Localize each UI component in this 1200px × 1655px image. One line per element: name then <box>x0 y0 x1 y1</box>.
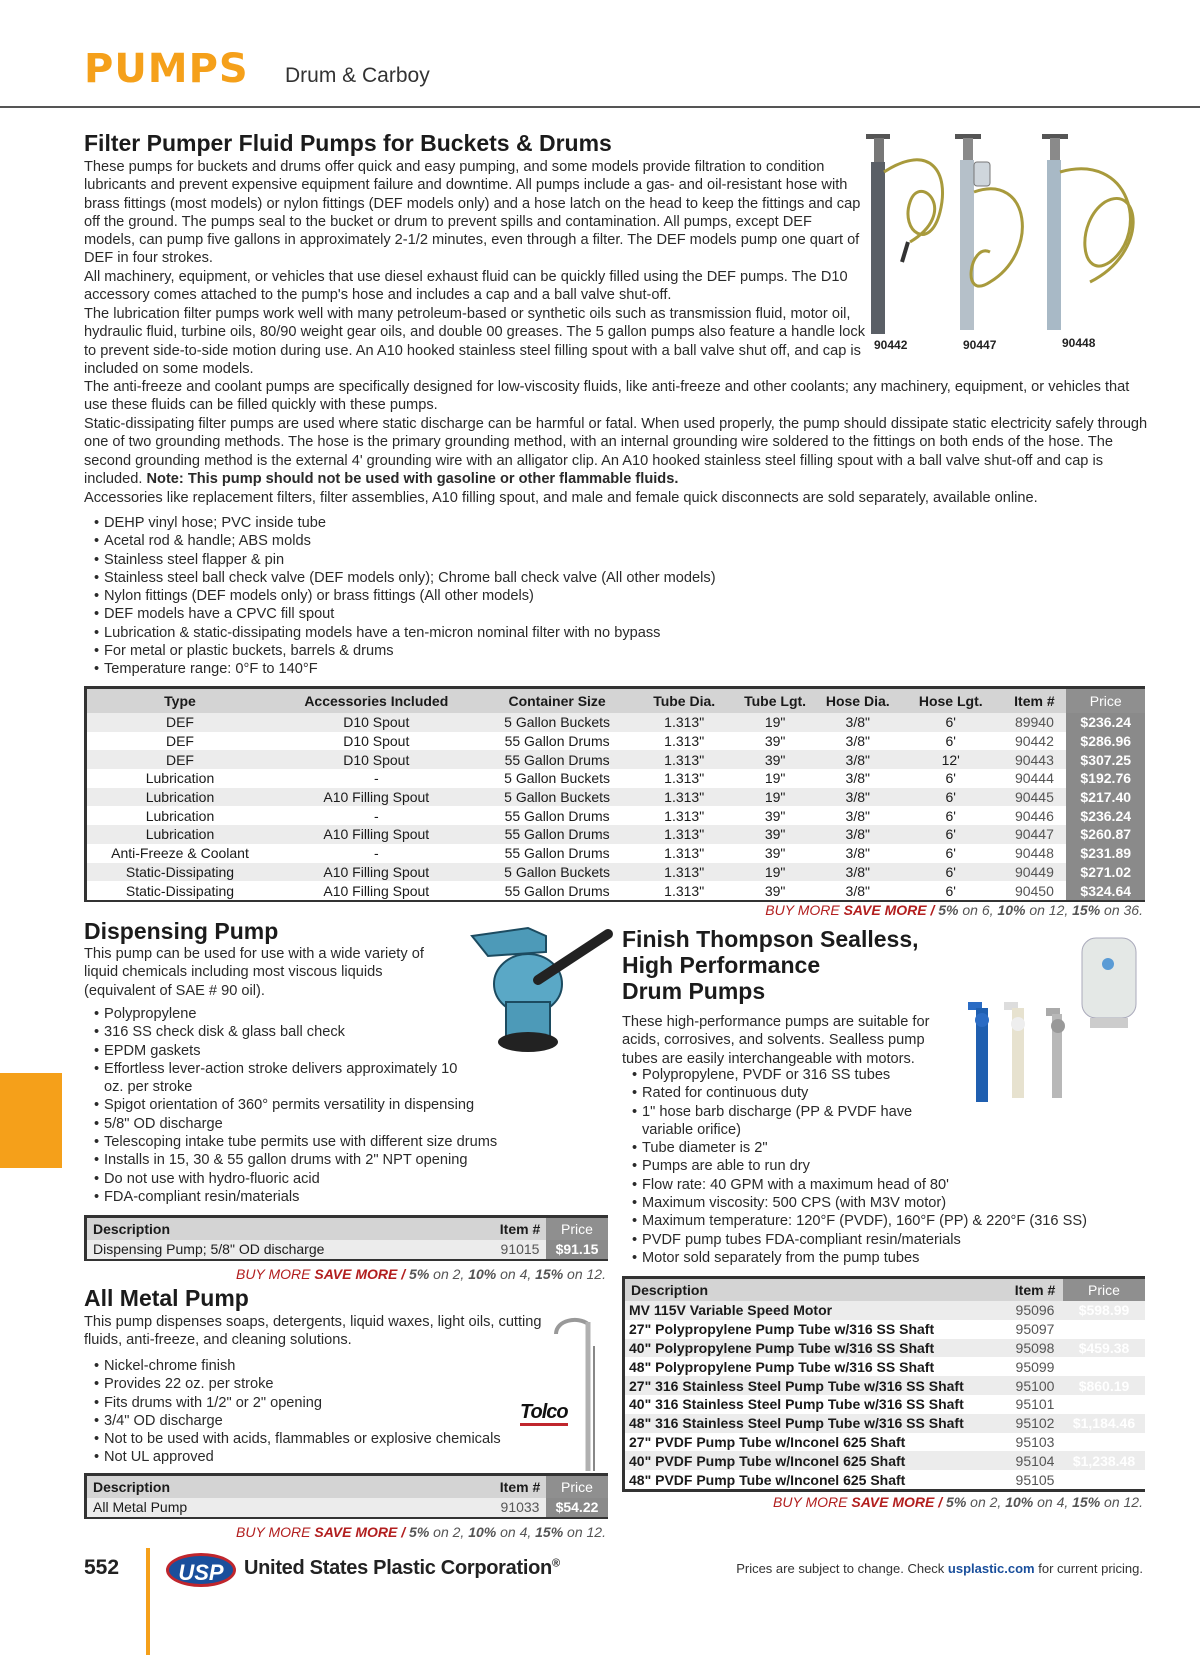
cell-type: DEF <box>87 750 273 769</box>
filter-section-title: Filter Pumper Fluid Pumps for Buckets & Drums <box>84 130 612 156</box>
cell-type: Lubrication <box>87 825 273 844</box>
cell-accessories: D10 Spout <box>273 750 480 769</box>
allmetal-buymore: BUY MORE SAVE MORE / 5% on 2, 10% on 4, 15% on 12. <box>236 1524 606 1540</box>
cell-tube-dia: 1.313" <box>635 844 734 863</box>
cell-item: 90447 <box>1002 825 1066 844</box>
cell-hose-dia: 3/8" <box>816 844 899 863</box>
table-row <box>625 1301 1145 1320</box>
cell-hose-lgt: 6' <box>899 713 1002 732</box>
static-text: Static-dissipating filter pumps are used where static discharge can be harmful or fatal. When used properly, the pump should dissipate static electricity safely through one of two grounding methods. The hose is the primary grounding method, with an internal grounding wire soldered to the fittings on both ends of the hose. The second grounding method is the external 4' grounding wire with an alligator clip. An A10 hooked stainless steel filling spout with a ball valve shut-off and cap is included. <box>84 416 1148 487</box>
list-item: • Maximum viscosity: 500 CPS (with M3V motor) <box>628 1194 1168 1212</box>
filter-feature-list <box>90 514 890 679</box>
cell-hose-dia: 3/8" <box>816 825 899 844</box>
cell-price: $860.19 <box>1063 1376 1145 1395</box>
image-label-90442: 90442 <box>874 338 908 352</box>
list-item: • Nickel-chrome finish <box>90 1357 610 1375</box>
table-row <box>87 750 1145 769</box>
cell-hose-lgt: 12' <box>899 750 1002 769</box>
list-item: • Lubrication & static-dissipating models have a ten-micron nominal filter with no bypass <box>90 624 890 642</box>
table-row <box>87 844 1145 863</box>
col-hose-dia: Hose Dia. <box>816 689 899 713</box>
dispensing-feature-list <box>90 1005 610 1206</box>
row-price: $54.22 <box>546 1498 608 1517</box>
filter-pumps-image <box>860 132 1160 352</box>
list-item: • Rated for continuous duty <box>628 1084 1168 1102</box>
cell-desc: 40" Polypropylene Pump Tube w/316 SS Shaft <box>625 1339 1007 1358</box>
cell-item: 95104 <box>1007 1451 1063 1470</box>
cell-price: $496.89 <box>1063 1357 1145 1376</box>
cell-container: 5 Gallon Buckets <box>480 863 635 882</box>
cell-desc: 40" 316 Stainless Steel Pump Tube w/316 SS Shaft <box>625 1395 1007 1414</box>
list-item: • Pumps are able to run dry <box>628 1157 1168 1175</box>
cell-tube-dia: 1.313" <box>635 788 734 807</box>
list-item: • Effortless lever-action stroke delivers approximately 10 oz. per stroke <box>90 1060 470 1097</box>
col-price: Price <box>546 1218 608 1240</box>
filter-buymore: BUY MORE SAVE MORE / 5% on 6, 10% on 12, 15% on 36. <box>765 902 1143 918</box>
allmetal-title: All Metal Pump <box>84 1285 249 1311</box>
filter-static-para <box>84 415 1154 488</box>
table-row <box>625 1320 1145 1339</box>
cell-item: 90445 <box>1002 788 1066 807</box>
cell-accessories: A10 Filling Spout <box>273 788 480 807</box>
table-row <box>87 881 1145 900</box>
col-price: Price <box>1066 689 1145 713</box>
cell-price: $1,184.46 <box>1063 1414 1145 1433</box>
image-label-90448: 90448 <box>1062 336 1096 350</box>
cell-item: 95097 <box>1007 1320 1063 1339</box>
list-item: • Temperature range: 0°F to 140°F <box>90 660 890 678</box>
list-item: • FDA-compliant resin/materials <box>90 1188 610 1206</box>
cell-hose-dia: 3/8" <box>816 806 899 825</box>
cell-accessories: D10 Spout <box>273 732 480 751</box>
cell-container: 55 Gallon Drums <box>480 881 635 900</box>
cell-price: $236.24 <box>1066 713 1145 732</box>
category-title: PUMPS <box>84 46 249 92</box>
cell-price: $324.64 <box>1066 881 1145 900</box>
table-row <box>625 1395 1145 1414</box>
list-item: • Stainless steel ball check valve (DEF models only); Chrome ball check valve (All other models) <box>90 569 890 587</box>
cell-container: 5 Gallon Buckets <box>480 713 635 732</box>
table-row <box>87 713 1145 732</box>
cell-desc: 48" PVDF Pump Tube w/Inconel 625 Shaft <box>625 1470 1007 1489</box>
cell-item: 95101 <box>1007 1395 1063 1414</box>
cell-tube-lgt: 39" <box>734 750 817 769</box>
cell-hose-lgt: 6' <box>899 788 1002 807</box>
filter-def-para: All machinery, equipment, or vehicles that use diesel exhaust fluid can be quickly filled using the DEF pumps. The D10 accessory comes attached to the pump's hose and includes a cap and a ball valve shut-off. <box>84 269 848 304</box>
row-desc: All Metal Pump <box>87 1498 494 1517</box>
cell-price: $1,384.10 <box>1063 1470 1145 1489</box>
cell-price: $271.02 <box>1066 863 1145 882</box>
cell-container: 55 Gallon Drums <box>480 844 635 863</box>
cell-item: 95099 <box>1007 1357 1063 1376</box>
table-header-row <box>87 1218 608 1240</box>
finish-title <box>622 926 919 1004</box>
cell-tube-dia: 1.313" <box>635 750 734 769</box>
allmetal-feature-list <box>90 1357 610 1467</box>
list-item: • 5/8" OD discharge <box>90 1115 610 1133</box>
cell-container: 5 Gallon Buckets <box>480 788 635 807</box>
table-row <box>87 1498 608 1517</box>
image-label-90447: 90447 <box>963 338 997 352</box>
finish-desc: These high-performance pumps are suitable for acids, corrosives, and solvents. Sealless pump tubes are easily interchangeable with motors. <box>622 1014 930 1067</box>
cell-item: 89940 <box>1002 713 1066 732</box>
col-item: Item # <box>494 1476 546 1498</box>
cell-tube-lgt: 39" <box>734 732 817 751</box>
table-row <box>625 1414 1145 1433</box>
cell-hose-lgt: 6' <box>899 844 1002 863</box>
cell-type: DEF <box>87 732 273 751</box>
cell-item: 95100 <box>1007 1376 1063 1395</box>
list-item: • 1" hose barb discharge (PP & PVDF have variable orifice) <box>628 1103 948 1140</box>
finish-title-line-3: Drum Pumps <box>622 978 766 1004</box>
cell-tube-lgt: 39" <box>734 806 817 825</box>
static-note: Note: This pump should not be used with gasoline or other flammable fluids. <box>146 470 679 487</box>
cell-item: 90444 <box>1002 769 1066 788</box>
cell-desc: 48" 316 Stainless Steel Pump Tube w/316 SS Shaft <box>625 1414 1007 1433</box>
table-row <box>625 1376 1145 1395</box>
row-desc: Dispensing Pump; 5/8" OD discharge <box>87 1240 494 1259</box>
allmetal-desc: This pump dispenses soaps, detergents, liquid waxes, light oils, cutting fluids, anti-freeze, and cleaning solutions. <box>84 1314 542 1349</box>
list-item: • DEHP vinyl hose; PVC inside tube <box>90 514 890 532</box>
cell-item: 95102 <box>1007 1414 1063 1433</box>
col-description: Description <box>87 1476 494 1498</box>
finish-table <box>625 1279 1145 1489</box>
list-item: • DEF models have a CPVC fill spout <box>90 605 890 623</box>
cell-tube-lgt: 19" <box>734 863 817 882</box>
col-description: Description <box>87 1218 494 1240</box>
cell-desc: 48" Polypropylene Pump Tube w/316 SS Shaft <box>625 1357 1007 1376</box>
table-row <box>625 1357 1145 1376</box>
cell-tube-dia: 1.313" <box>635 769 734 788</box>
cell-hose-dia: 3/8" <box>816 863 899 882</box>
dispensing-title: Dispensing Pump <box>84 918 279 944</box>
col-tube-lgt: Tube Lgt. <box>734 689 817 713</box>
row-item: 91033 <box>494 1498 546 1517</box>
list-item: • Provides 22 oz. per stroke <box>90 1375 610 1393</box>
cell-price: $192.76 <box>1066 769 1145 788</box>
cell-price: $307.25 <box>1066 750 1145 769</box>
cell-accessories: - <box>273 806 480 825</box>
finish-title-line-2: High Performance <box>622 952 821 978</box>
filter-antifreeze-para: The anti-freeze and coolant pumps are specifically designed for low-viscosity fluids, like anti-freeze and other coolants; any machinery, equipment, or vehicles that use these fluids can be filled quickly with these pumps. <box>84 379 1130 414</box>
table-row <box>625 1433 1145 1452</box>
header-rule <box>0 106 1200 108</box>
cell-price: $1,122.90 <box>1063 1395 1145 1414</box>
list-item: • Nylon fittings (DEF models only) or brass fittings (All other models) <box>90 587 890 605</box>
tolco-logo: Tolco <box>520 1401 568 1424</box>
pump-90447-graphic <box>955 134 1022 330</box>
page-number: 552 <box>84 1556 120 1579</box>
filter-lube-para: The lubrication filter pumps work well with many petroleum-based or synthetic oils such as transmission fluid, motor oil, hydraulic fluid, turbine oils, 80/90 weight gear oils, and double 00 greases. The 5 gallon pumps also feature a handle lock to prevent side-to-side motion during use. An A10 hooked stainless steel filling spout with a ball valve shut off, and cap is included on some models. <box>84 306 865 377</box>
table-row <box>625 1339 1145 1358</box>
list-item: • PVDF pump tubes FDA-compliant resin/materials <box>628 1231 1168 1249</box>
cell-item: 95103 <box>1007 1433 1063 1452</box>
pump-90442-graphic <box>866 134 943 334</box>
col-item: Item # <box>494 1218 546 1240</box>
cell-type: Static-Dissipating <box>87 863 273 882</box>
cell-tube-dia: 1.313" <box>635 881 734 900</box>
list-item: • Fits drums with 1/2" or 2" opening <box>90 1394 610 1412</box>
cell-container: 55 Gallon Drums <box>480 806 635 825</box>
cell-type: Lubrication <box>87 769 273 788</box>
cell-price: $459.38 <box>1063 1339 1145 1358</box>
filter-intro-para: These pumps for buckets and drums offer quick and easy pumping, and some models provide filtration to condition lubricants and prevent expensive equipment failure and downtime. All pumps include a gas- and oil-resistant hose with brass fittings (most models) or nylon fittings (DEF models only) and a hose latch on the head to keep the fittings and cap off the ground. The pumps seal to the bucket or drum to prevent spills and contamination. All pumps, except DEF models, can pump five gallons in approximately 2-1/2 minutes, even through a filter. The DEF models pump one quart of DEF in four strokes. <box>84 159 861 267</box>
cell-container: 55 Gallon Drums <box>480 732 635 751</box>
cell-item: 90443 <box>1002 750 1066 769</box>
cell-type: Lubrication <box>87 806 273 825</box>
list-item: • Maximum temperature: 120°F (PVDF), 160°F (PP) & 220°F (316 SS) <box>628 1212 1168 1230</box>
cell-desc: 40" PVDF Pump Tube w/Inconel 625 Shaft <box>625 1451 1007 1470</box>
row-price: $91.15 <box>546 1240 608 1259</box>
col-price: Price <box>546 1476 608 1498</box>
table-row <box>625 1470 1145 1489</box>
cell-hose-dia: 3/8" <box>816 769 899 788</box>
cell-price: $286.96 <box>1066 732 1145 751</box>
cell-price: $439.86 <box>1063 1320 1145 1339</box>
cell-hose-dia: 3/8" <box>816 881 899 900</box>
cell-desc: 27" Polypropylene Pump Tube w/316 SS Shaft <box>625 1320 1007 1339</box>
col-accessories: Accessories Included <box>273 689 480 713</box>
cell-accessories: - <box>273 769 480 788</box>
list-item: • Motor sold separately from the pump tubes <box>628 1249 1168 1267</box>
filter-spec-table <box>87 689 1145 900</box>
cell-tube-dia: 1.313" <box>635 713 734 732</box>
footer-divider <box>146 1548 150 1655</box>
cell-container: 55 Gallon Drums <box>480 750 635 769</box>
dispensing-buymore: BUY MORE SAVE MORE / 5% on 2, 10% on 4, 15% on 12. <box>236 1266 606 1282</box>
finish-buymore: BUY MORE SAVE MORE / 5% on 2, 10% on 4, 15% on 12. <box>773 1494 1143 1510</box>
cell-type: Anti-Freeze & Coolant <box>87 844 273 863</box>
cell-desc: 27" PVDF Pump Tube w/Inconel 625 Shaft <box>625 1433 1007 1452</box>
cell-tube-lgt: 39" <box>734 844 817 863</box>
list-item: • Tube diameter is 2" <box>628 1139 1168 1157</box>
cell-accessories: D10 Spout <box>273 713 480 732</box>
col-description: Description <box>625 1279 1007 1301</box>
list-item: • 3/4" OD discharge <box>90 1412 610 1430</box>
list-item: • Installs in 15, 30 & 55 gallon drums with 2" NPT opening <box>90 1151 610 1169</box>
list-item: • Acetal rod & handle; ABS molds <box>90 532 890 550</box>
cell-item: 95096 <box>1007 1301 1063 1320</box>
table-row <box>87 806 1145 825</box>
cell-item: 90449 <box>1002 863 1066 882</box>
cell-tube-lgt: 19" <box>734 788 817 807</box>
col-price: Price <box>1063 1279 1145 1301</box>
col-tube-dia: Tube Dia. <box>635 689 734 713</box>
table-row <box>625 1451 1145 1470</box>
cell-price: $1,238.48 <box>1063 1451 1145 1470</box>
cell-hose-dia: 3/8" <box>816 788 899 807</box>
finish-title-line-1: Finish Thompson Sealless, <box>622 926 919 952</box>
company-name: United States Plastic Corporation® <box>244 1557 560 1579</box>
row-item: 91015 <box>494 1240 546 1259</box>
cell-price: $598.99 <box>1063 1301 1145 1320</box>
cell-tube-dia: 1.313" <box>635 825 734 844</box>
cell-container: 5 Gallon Buckets <box>480 769 635 788</box>
finish-feature-list <box>628 1066 1168 1267</box>
cell-tube-dia: 1.313" <box>635 732 734 751</box>
cell-item: 90442 <box>1002 732 1066 751</box>
cell-desc: 27" 316 Stainless Steel Pump Tube w/316 SS Shaft <box>625 1376 1007 1395</box>
col-type: Type <box>87 689 273 713</box>
col-hose-lgt: Hose Lgt. <box>899 689 1002 713</box>
cell-hose-lgt: 6' <box>899 863 1002 882</box>
cell-hose-dia: 3/8" <box>816 713 899 732</box>
table-row <box>87 769 1145 788</box>
cell-price: $217.40 <box>1066 788 1145 807</box>
list-item: • Stainless steel flapper & pin <box>90 551 890 569</box>
dispensing-desc: This pump can be used for use with a wide variety of liquid chemicals including most viscous liquids (equivalent of SAE # 90 oil). <box>84 946 424 999</box>
cell-tube-lgt: 39" <box>734 825 817 844</box>
cell-price: $260.87 <box>1066 825 1145 844</box>
cell-accessories: A10 Filling Spout <box>273 825 480 844</box>
list-item: • Telescoping intake tube permits use with different size drums <box>90 1133 610 1151</box>
table-header-row <box>625 1279 1145 1301</box>
cell-type: Lubrication <box>87 788 273 807</box>
list-item: • EPDM gaskets <box>90 1042 610 1060</box>
table-row <box>87 788 1145 807</box>
cell-tube-lgt: 39" <box>734 881 817 900</box>
table-header-row <box>87 1476 608 1498</box>
cell-item: 95098 <box>1007 1339 1063 1358</box>
list-item: • Not UL approved <box>90 1448 610 1466</box>
cell-price: $1,074.75 <box>1063 1433 1145 1452</box>
cell-tube-dia: 1.313" <box>635 806 734 825</box>
cell-tube-lgt: 19" <box>734 769 817 788</box>
dispensing-table <box>87 1218 608 1259</box>
list-item: • Spigot orientation of 360° permits versatility in dispensing <box>90 1096 610 1114</box>
cell-hose-lgt: 6' <box>899 732 1002 751</box>
cell-hose-lgt: 6' <box>899 881 1002 900</box>
usp-logo: USP <box>166 1553 236 1587</box>
section-tab <box>0 1073 62 1168</box>
cell-desc: MV 115V Variable Speed Motor <box>625 1301 1007 1320</box>
table-row <box>87 1240 608 1259</box>
cell-type: DEF <box>87 713 273 732</box>
list-item: • 316 SS check disk & glass ball check <box>90 1023 610 1041</box>
cell-accessories: A10 Filling Spout <box>273 881 480 900</box>
col-container: Container Size <box>480 689 635 713</box>
cell-tube-lgt: 19" <box>734 713 817 732</box>
cell-hose-dia: 3/8" <box>816 732 899 751</box>
cell-item: 90448 <box>1002 844 1066 863</box>
cell-tube-dia: 1.313" <box>635 863 734 882</box>
cell-hose-dia: 3/8" <box>816 750 899 769</box>
cell-accessories: A10 Filling Spout <box>273 863 480 882</box>
col-item: Item # <box>1002 689 1066 713</box>
table-row <box>87 732 1145 751</box>
table-row <box>87 825 1145 844</box>
cell-price: $236.24 <box>1066 806 1145 825</box>
table-row <box>87 863 1145 882</box>
cell-type: Static-Dissipating <box>87 881 273 900</box>
cell-container: 55 Gallon Drums <box>480 825 635 844</box>
list-item: • Do not use with hydro-fluoric acid <box>90 1170 610 1188</box>
table-header-row <box>87 689 1145 713</box>
list-item: • Flow rate: 40 GPM with a maximum head of 80' <box>628 1176 1168 1194</box>
list-item: • For metal or plastic buckets, barrels & drums <box>90 642 890 660</box>
cell-hose-lgt: 6' <box>899 825 1002 844</box>
cell-item: 95105 <box>1007 1470 1063 1489</box>
list-item: • Not to be used with acids, flammables or explosive chemicals <box>90 1430 610 1448</box>
subcategory-title: Drum & Carboy <box>285 64 430 87</box>
allmetal-table <box>87 1476 608 1517</box>
cell-price: $231.89 <box>1066 844 1145 863</box>
cell-item: 90446 <box>1002 806 1066 825</box>
cell-accessories: - <box>273 844 480 863</box>
list-item: • Polypropylene, PVDF or 316 SS tubes <box>628 1066 1168 1084</box>
cell-item: 90450 <box>1002 881 1066 900</box>
pump-90448-graphic <box>1042 134 1133 330</box>
pricing-disclaimer: Prices are subject to change. Check usplastic.com for current pricing. <box>736 1561 1143 1576</box>
cell-hose-lgt: 6' <box>899 806 1002 825</box>
filter-accessories-para: Accessories like replacement filters, filter assemblies, A10 filling spout, and male and female quick disconnects are sold separately, available online. <box>84 490 1038 506</box>
cell-hose-lgt: 6' <box>899 769 1002 788</box>
list-item: • Polypropylene <box>90 1005 610 1023</box>
col-item: Item # <box>1007 1279 1063 1301</box>
usplastic-link[interactable]: usplastic.com <box>947 1561 1035 1576</box>
